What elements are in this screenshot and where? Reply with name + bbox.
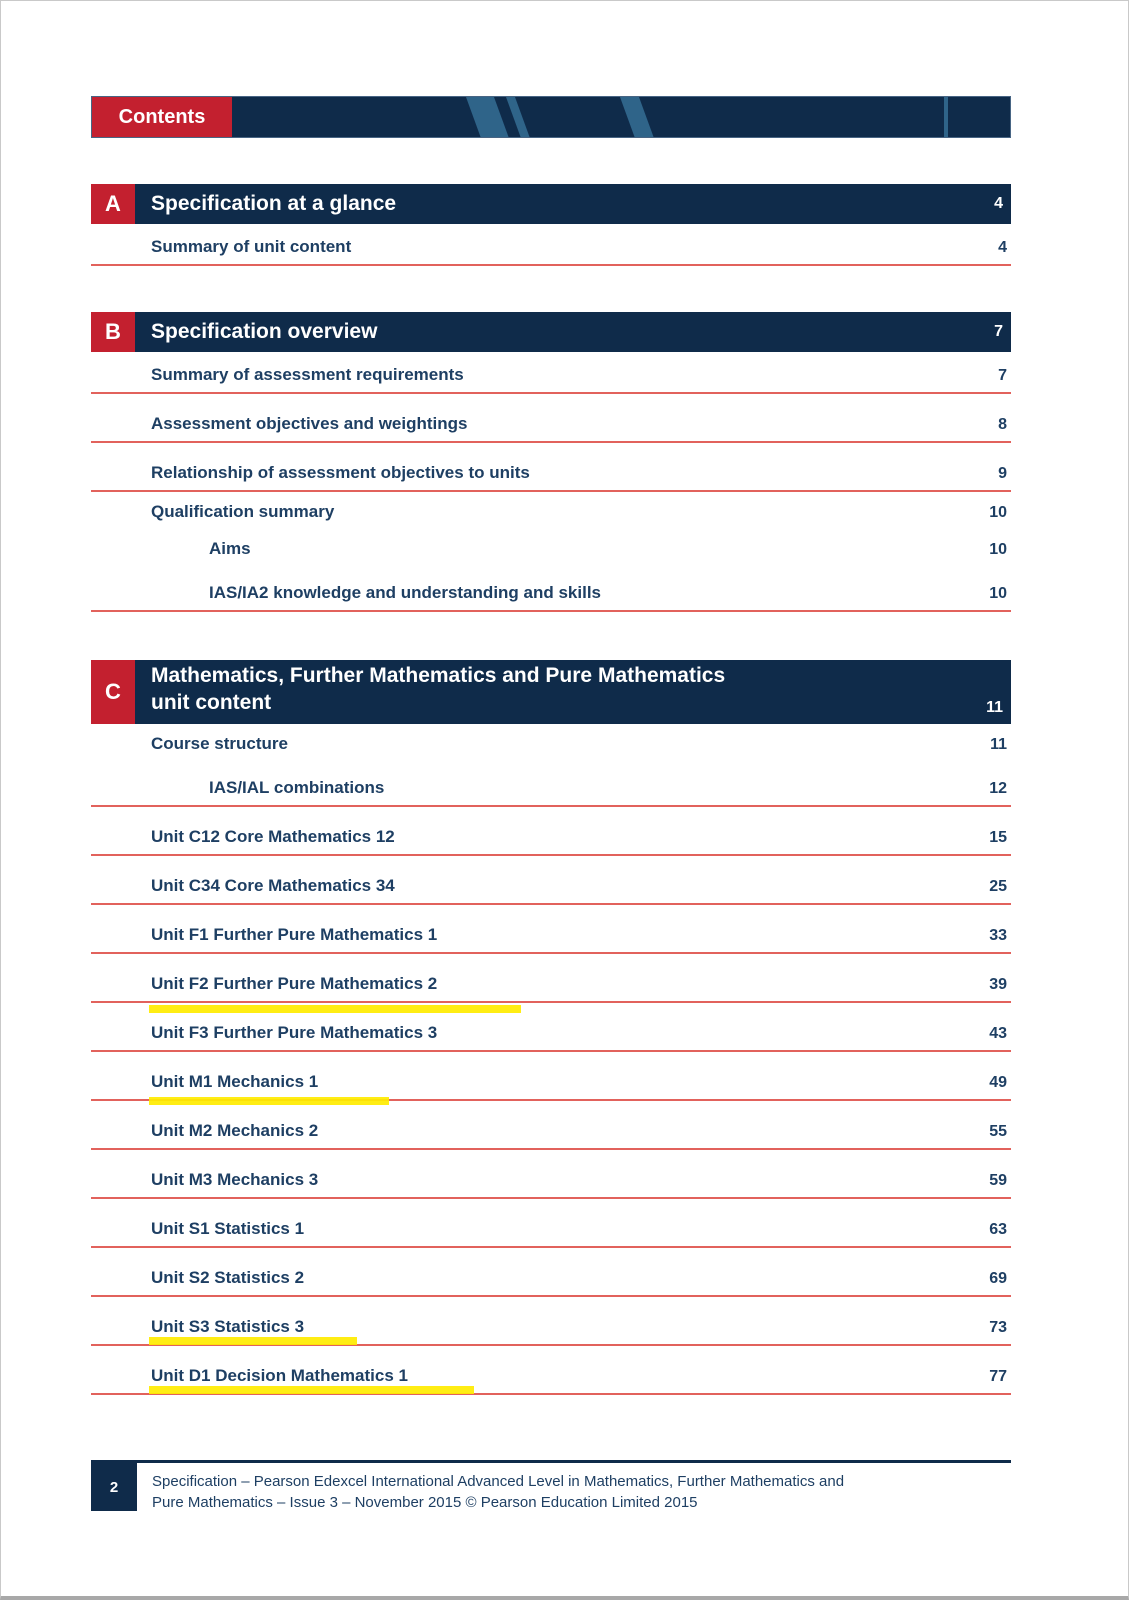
diagonal-stripe-decoration	[505, 97, 533, 137]
toc-entry[interactable]	[91, 1052, 1011, 1101]
toc-entry-label: Unit S2 Statistics 2	[151, 1268, 305, 1287]
toc-entry-label: Unit F2 Further Pure Mathematics 2	[151, 974, 438, 993]
toc-entry-page-number: 69	[989, 1270, 1007, 1287]
toc-entry-label: Aims	[209, 539, 251, 558]
toc-entry[interactable]	[91, 224, 1011, 266]
toc-entry-label: Unit F3 Further Pure Mathematics 3	[151, 1023, 438, 1042]
toc-entry[interactable]	[91, 761, 1011, 807]
toc-entry-page-number: 33	[989, 927, 1007, 944]
toc-entry-label: Unit D1 Decision Mathematics 1	[151, 1366, 408, 1385]
toc-entry[interactable]	[91, 724, 1011, 761]
section-title-line1: Specification overview	[151, 319, 378, 343]
toc-entry-page-number: 4	[998, 239, 1007, 256]
toc-entry-label: Unit M3 Mechanics 3	[151, 1170, 319, 1189]
toc-entry-label: Unit F1 Further Pure Mathematics 1	[151, 925, 438, 944]
toc-entry[interactable]	[91, 905, 1011, 954]
footer-citation-line2: Pure Mathematics – Issue 3 – November 2015 © Pearson Education Limited 2015	[152, 1493, 698, 1511]
diagonal-stripe-decoration	[619, 97, 657, 137]
toc-entry-page-number: 15	[989, 829, 1007, 846]
section-a-header-bar	[91, 184, 1011, 224]
toc-entry-page-number: 9	[998, 465, 1007, 482]
yellow-highlight-mark	[149, 1097, 389, 1105]
toc-entry-page-number: 12	[989, 780, 1007, 797]
toc-sections	[91, 184, 1011, 1395]
contents-header-bar	[91, 96, 1011, 138]
section-page-number: 11	[986, 699, 1003, 716]
toc-entry-page-number: 10	[989, 541, 1007, 558]
toc-entry-page-number: 10	[989, 504, 1007, 521]
toc-entry-label: Summary of unit content	[151, 237, 352, 256]
toc-entry-label: Unit S3 Statistics 3	[151, 1317, 305, 1336]
section-title-line1: Specification at a glance	[151, 191, 397, 215]
section-c	[91, 660, 1011, 1395]
section-letter-badge: C	[91, 660, 135, 724]
yellow-highlight-mark	[149, 1005, 521, 1013]
section-title-line1: Mathematics, Further Mathematics and Pure Mathematics	[151, 664, 726, 688]
toc-entry[interactable]	[91, 443, 1011, 492]
toc-entry-label: Summary of assessment requirements	[151, 365, 464, 384]
toc-entry[interactable]	[91, 352, 1011, 394]
page-number-badge: 2	[91, 1463, 137, 1511]
toc-entry-page-number: 73	[989, 1319, 1007, 1336]
section-b	[91, 312, 1011, 612]
section-title-bar	[135, 660, 1011, 724]
toc-entry-label: Course structure	[151, 734, 288, 753]
toc-entry-page-number: 39	[989, 976, 1007, 993]
section-letter-badge: A	[91, 184, 135, 224]
toc-entry[interactable]	[91, 807, 1011, 856]
toc-entry-page-number: 7	[998, 367, 1007, 384]
yellow-highlight-mark	[149, 1386, 474, 1394]
page-footer	[91, 1460, 1011, 1513]
toc-entry-label: Qualification summary	[151, 502, 335, 521]
toc-entry-label: Unit S1 Statistics 1	[151, 1219, 305, 1238]
section-page-number: 4	[994, 195, 1003, 212]
section-b-header-bar	[91, 312, 1011, 352]
toc-entry[interactable]	[91, 566, 1011, 612]
footer-citation	[137, 1463, 844, 1513]
toc-entry-label: Relationship of assessment objectives to units	[151, 463, 530, 482]
contents-title: Contents	[92, 97, 232, 137]
section-title	[151, 191, 396, 218]
toc-entry-page-number: 59	[989, 1172, 1007, 1189]
toc-entry-label: Unit M1 Mechanics 1	[151, 1072, 319, 1091]
page-content	[91, 1, 1011, 1395]
diagonal-stripe-decoration	[465, 97, 512, 137]
section-title-line2: unit content	[151, 691, 272, 715]
toc-entry[interactable]	[91, 1199, 1011, 1248]
toc-entry[interactable]	[91, 856, 1011, 905]
toc-entry[interactable]	[91, 1346, 1011, 1395]
section-title	[151, 319, 377, 346]
section-a	[91, 184, 1011, 266]
toc-entry[interactable]	[91, 492, 1011, 529]
header-decoration	[232, 97, 1010, 137]
toc-entry-page-number: 63	[989, 1221, 1007, 1238]
toc-entry[interactable]	[91, 1297, 1011, 1346]
toc-entry-page-number: 11	[990, 736, 1007, 753]
toc-entry-label: Unit C34 Core Mathematics 34	[151, 876, 395, 895]
toc-entry[interactable]	[91, 1248, 1011, 1297]
section-title-bar	[135, 312, 1011, 352]
section-page-number: 7	[994, 323, 1003, 340]
toc-entry-page-number: 55	[989, 1123, 1007, 1140]
section-title	[151, 663, 725, 717]
toc-entry-label: Assessment objectives and weightings	[151, 414, 468, 433]
toc-entry[interactable]	[91, 1101, 1011, 1150]
toc-entry-label: IAS/IAL combinations	[209, 778, 385, 797]
section-letter-badge: B	[91, 312, 135, 352]
toc-entry-label: Unit M2 Mechanics 2	[151, 1121, 319, 1140]
section-title-bar	[135, 184, 1011, 224]
toc-entry-label: Unit C12 Core Mathematics 12	[151, 827, 395, 846]
vertical-line-decoration	[944, 97, 948, 137]
toc-entry[interactable]	[91, 954, 1011, 1003]
section-c-header-bar	[91, 660, 1011, 724]
toc-entry-page-number: 77	[989, 1368, 1007, 1385]
toc-entry-page-number: 25	[989, 878, 1007, 895]
toc-entry-page-number: 8	[998, 416, 1007, 433]
toc-entry-page-number: 49	[989, 1074, 1007, 1091]
toc-entry-page-number: 10	[989, 585, 1007, 602]
toc-entry[interactable]	[91, 529, 1011, 566]
toc-entry-page-number: 43	[989, 1025, 1007, 1042]
toc-entry[interactable]	[91, 394, 1011, 443]
toc-entry-label: IAS/IA2 knowledge and understanding and skills	[209, 583, 602, 602]
yellow-highlight-mark	[149, 1337, 357, 1345]
footer-citation-line1: Specification – Pearson Edexcel International Advanced Level in Mathematics, Further Mathematics and	[152, 1473, 845, 1490]
toc-entry[interactable]	[91, 1150, 1011, 1199]
